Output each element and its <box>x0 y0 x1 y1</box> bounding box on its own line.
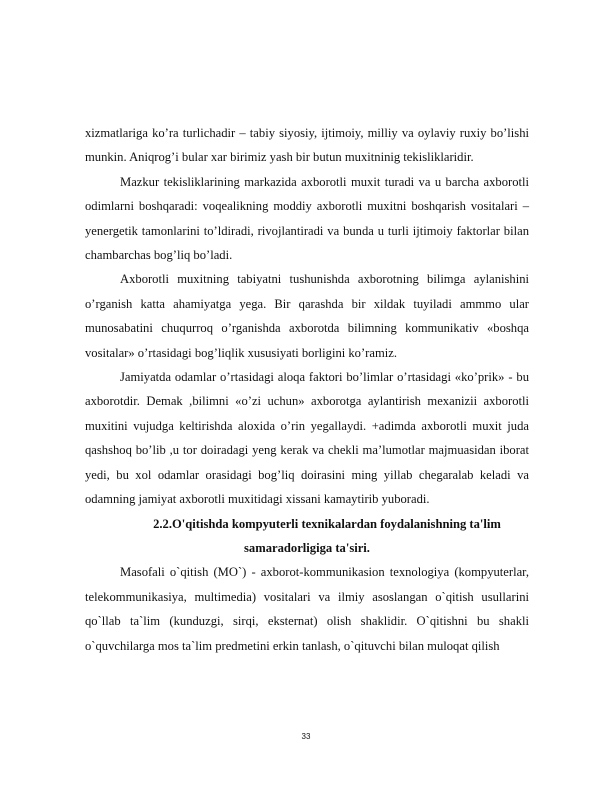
page-number: 33 <box>301 732 311 741</box>
section-heading-line-2: samaradorligiga ta'siri. <box>244 540 370 555</box>
paragraph-media-tekisliklar: Mazkur tekisliklarining markazida axborotli muxit turadi va u barcha axborotli odimlarni boshqaradi: voqealikning moddiy axborotli muxitni boshqarish vositalari – yenergetik tamonlarini to’ldiradi, rivojlantiradi va bunda u turli ijtimoiy faktorlar bilan chambarchas bog’liq bo’ladi. <box>85 174 529 263</box>
section-heading <box>85 512 529 561</box>
paragraph-masofali-oqitish: Masofali o`qitish (MO`) - axborot-kommunikasion texnologiya (kompyuterlar, telekommunikasiya, multimedia) vositalari va ilmiy asoslangan o`qitish usullarini qo`llab ta`lim (kunduzgi, sirqi, eksternat) olish shaklidir. O`qitishni bu shakli o`quvchilarga mos ta`lim predmetini erkin tanlash, o`qituvchi bilan muloqat qilish <box>85 565 529 653</box>
section-heading-line-1: 2.2.O'qitishda kompyuterli texnikalardan foydalanishning ta'lim <box>153 516 501 531</box>
paragraph-continuation: xizmatlariga ko’ra turlichadir – tabiy siyosiy, ijtimoiy, milliy va oylaviy ruxiy bo’lishi munkin. Aniqrog’i bular xar birimiz yash bir butun muxitninig tekisliklaridir. <box>85 126 529 165</box>
paragraph-axborotli-muxit: Axborotli muxitning tabiyatni tushunishda axborotning bilimga aylanishini o’rganish katta ahamiyatga yega. Bir qarashda bir xildak tuyiladi ammmo ular munosabatini chuqurroq o’rganishda axborotda bilimning kommunikativ «boshqa vositalar» o’rtasidagi bog’liqlik xususiyati borligini ko’ramiz. <box>85 272 529 360</box>
paragraph-jamiyat-aloqa: Jamiyatda odamlar o’rtasidagi aloqa faktori bo’limlar o’rtasidagi «ko’prik» - bu axborotdir. Demak ,bilimni «o’zi uchun» axborotga aylantirish mexanizii axborotli muxitini vujudga keltirishda aloxida o’rin yegallaydi. +adimda axborotli muxit juda qashshoq bo’lib ,u tor doiradagi yeng kerak va chekli ma’lumotlar majmuasidan iborat yedi, bu xol odamlar orasidagi bog’liq doirasini ming yillab chegaralab keladi va odamning jamiyat axborotli muxitidagi xissani kamaytirib yuboradi. <box>85 370 529 507</box>
body-text <box>85 121 529 658</box>
